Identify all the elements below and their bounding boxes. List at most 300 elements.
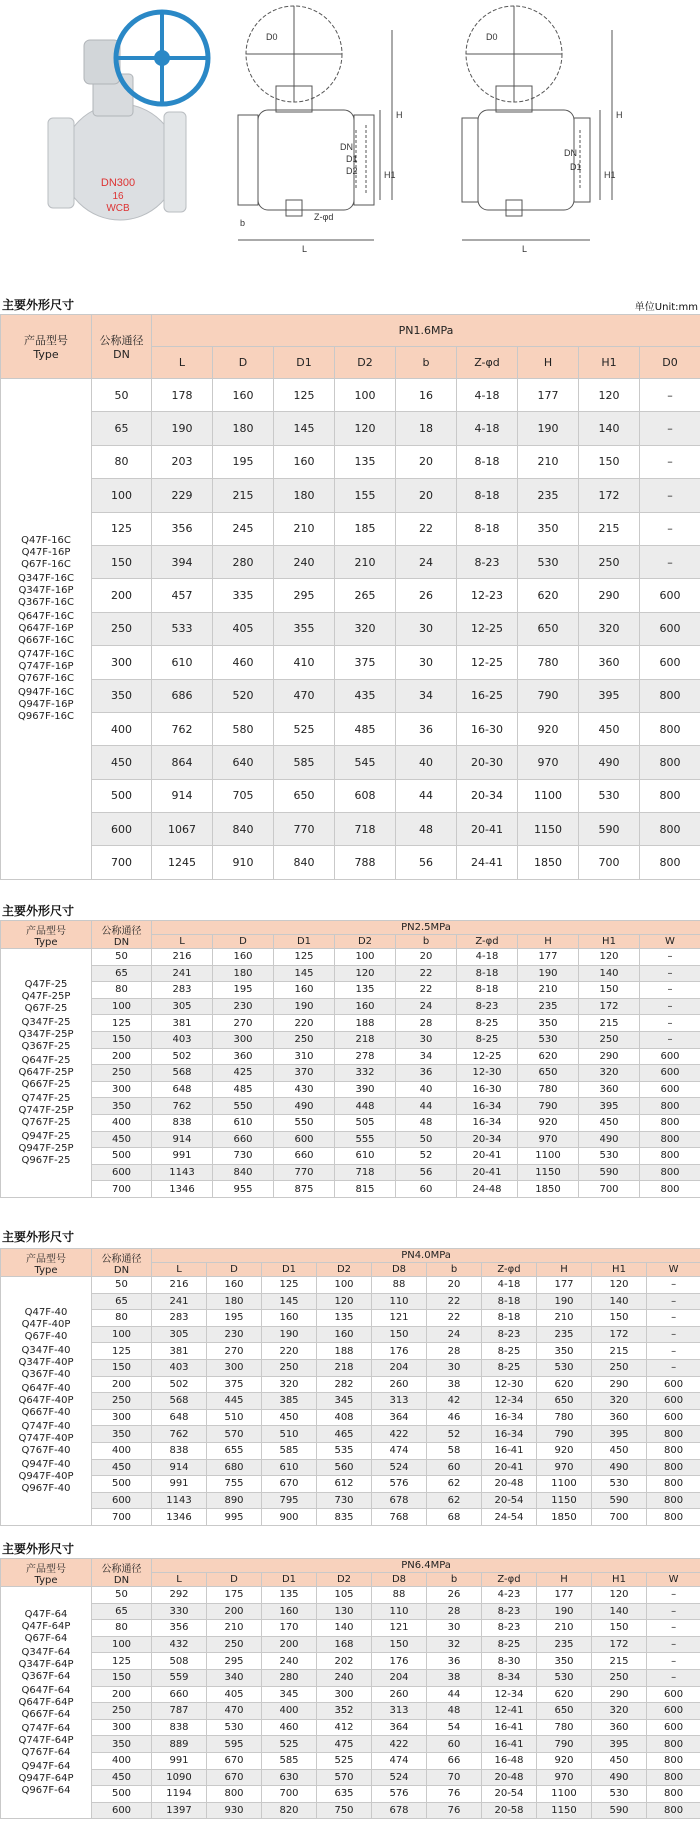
- table-cell: 914: [152, 1459, 207, 1476]
- table-cell: 840: [274, 846, 335, 879]
- table-cell: 235: [518, 998, 579, 1015]
- table-cell: 8-18: [457, 982, 518, 999]
- dn-cell: 300: [92, 1409, 152, 1426]
- table-cell: 1150: [518, 1164, 579, 1181]
- product-model: Q47F-40: [24, 1306, 68, 1318]
- table-cell: 914: [152, 779, 213, 812]
- table-cell: 24: [427, 1326, 482, 1343]
- technical-drawing-2: [462, 6, 612, 240]
- product-model: Q747F-40: [21, 1420, 71, 1432]
- col-header: H: [537, 1573, 592, 1587]
- table-row: [1, 579, 700, 612]
- product-type-group: [1, 1307, 91, 1343]
- table-cell: 585: [262, 1752, 317, 1769]
- table-cell: 600: [640, 1081, 700, 1098]
- product-model: Q367F-40: [21, 1368, 71, 1380]
- table-cell: 140: [592, 1293, 647, 1310]
- product-model: Q947F-64: [21, 1760, 71, 1772]
- table-cell: 600: [647, 1719, 700, 1736]
- col-header: W: [640, 935, 700, 949]
- table-cell: 620: [518, 579, 579, 612]
- table-cell: 20-41: [457, 813, 518, 846]
- table-cell: 62: [427, 1476, 482, 1493]
- table-cell: 700: [262, 1786, 317, 1803]
- section-title-2: 主要外形尺寸: [2, 904, 75, 918]
- table-row: [1, 1769, 700, 1786]
- table-row: [1, 1277, 700, 1294]
- product-model: Q947F-25P: [18, 1142, 74, 1154]
- table-row: [1, 1081, 700, 1098]
- table-cell: 800: [640, 712, 700, 745]
- table-cell: 670: [207, 1752, 262, 1769]
- table-cell: 28: [396, 1015, 457, 1032]
- table-cell: 350: [518, 1015, 579, 1032]
- technical-drawing-1: [238, 6, 392, 240]
- product-type-group: [1, 1609, 91, 1645]
- table-cell: –: [640, 965, 700, 982]
- table-cell: 360: [592, 1719, 647, 1736]
- table-cell: 250: [262, 1359, 317, 1376]
- table-cell: 718: [335, 813, 396, 846]
- header-dn-cn: 公称通径: [101, 925, 142, 937]
- header-type: [1, 1249, 92, 1277]
- table-cell: 150: [579, 982, 640, 999]
- table-cell: 20-48: [482, 1769, 537, 1786]
- table-row: [1, 412, 700, 445]
- table-cell: 920: [537, 1442, 592, 1459]
- table-cell: 18: [396, 412, 457, 445]
- table-cell: 8-18: [482, 1310, 537, 1327]
- table-cell: 1100: [537, 1786, 592, 1803]
- table-cell: 12-41: [482, 1703, 537, 1720]
- table-cell: 530: [537, 1669, 592, 1686]
- table-cell: 408: [317, 1409, 372, 1426]
- table-cell: 787: [152, 1703, 207, 1720]
- table-cell: 910: [213, 846, 274, 879]
- product-type-group: [1, 1131, 91, 1167]
- table-cell: 120: [592, 1277, 647, 1294]
- table-cell: 955: [213, 1181, 274, 1198]
- table-cell: 700: [592, 1509, 647, 1526]
- table-cell: 202: [317, 1653, 372, 1670]
- table-cell: 800: [207, 1786, 262, 1803]
- table-cell: 190: [537, 1603, 592, 1620]
- product-model: Q347F-64P: [18, 1658, 74, 1670]
- col-header: D2: [335, 935, 396, 949]
- table-cell: 630: [262, 1769, 317, 1786]
- table-cell: 502: [152, 1376, 207, 1393]
- table-cell: 1346: [152, 1509, 207, 1526]
- table-cell: 140: [579, 965, 640, 982]
- table-cell: 52: [427, 1426, 482, 1443]
- table-cell: –: [647, 1603, 700, 1620]
- table-cell: 403: [152, 1359, 207, 1376]
- product-model: Q967F-16C: [17, 710, 75, 722]
- table-row: [1, 1620, 700, 1637]
- table-cell: 755: [207, 1476, 262, 1493]
- col-header: Z-φd: [482, 1263, 537, 1277]
- table-cell: 26: [427, 1587, 482, 1604]
- dn-cell: 80: [92, 1620, 152, 1637]
- table-cell: 1100: [518, 779, 579, 812]
- table-cell: 345: [262, 1686, 317, 1703]
- table-cell: 800: [640, 1181, 700, 1198]
- table-cell: 364: [372, 1409, 427, 1426]
- table-row: [1, 998, 700, 1015]
- table-cell: 210: [537, 1310, 592, 1327]
- table-cell: 172: [579, 479, 640, 512]
- table-cell: 240: [262, 1653, 317, 1670]
- table-cell: 395: [592, 1426, 647, 1443]
- table-cell: 160: [213, 379, 274, 412]
- table-row: [1, 1015, 700, 1032]
- dn-cell: 65: [92, 412, 152, 445]
- table-cell: 16-30: [457, 1081, 518, 1098]
- table-cell: –: [647, 1653, 700, 1670]
- product-type-cell: [1, 949, 92, 1198]
- table-cell: 422: [372, 1736, 427, 1753]
- table-cell: 216: [152, 1277, 207, 1294]
- table-cell: 177: [537, 1587, 592, 1604]
- table-cell: 190: [262, 1326, 317, 1343]
- table-row: [1, 1476, 700, 1493]
- table-cell: 780: [537, 1719, 592, 1736]
- table-cell: –: [647, 1669, 700, 1686]
- table-row: [1, 1719, 700, 1736]
- product-type-group: [1, 1345, 91, 1381]
- header-type-en: Type: [34, 1574, 58, 1586]
- table-cell: 48: [427, 1703, 482, 1720]
- table-cell: 235: [537, 1636, 592, 1653]
- table-cell: 16-34: [457, 1098, 518, 1115]
- table-cell: 600: [647, 1686, 700, 1703]
- dn-cell: 400: [92, 712, 152, 745]
- header-dn: [92, 315, 152, 379]
- table-cell: 790: [518, 1098, 579, 1115]
- table-cell: 150: [372, 1636, 427, 1653]
- dn-cell: 100: [92, 1326, 152, 1343]
- product-model: Q667F-40: [21, 1406, 71, 1418]
- table-cell: 88: [372, 1587, 427, 1604]
- table-cell: 200: [207, 1603, 262, 1620]
- table-cell: 250: [592, 1669, 647, 1686]
- dn-cell: 150: [92, 545, 152, 578]
- table-row: [1, 1786, 700, 1803]
- table-cell: 172: [592, 1636, 647, 1653]
- table-cell: 240: [317, 1669, 372, 1686]
- table-cell: 635: [317, 1786, 372, 1803]
- dn-cell: 125: [92, 1343, 152, 1360]
- product-type-group: [1, 1017, 91, 1053]
- col-header: D1: [262, 1263, 317, 1277]
- table-cell: –: [647, 1359, 700, 1376]
- table-cell: 768: [372, 1509, 427, 1526]
- table-cell: 20-34: [457, 779, 518, 812]
- table-cell: 20-34: [457, 1131, 518, 1148]
- table-cell: 320: [579, 612, 640, 645]
- table-cell: 16-41: [482, 1442, 537, 1459]
- table-cell: 1150: [537, 1492, 592, 1509]
- table-cell: 12-34: [482, 1393, 537, 1410]
- dn-cell: 300: [92, 1719, 152, 1736]
- col-header: b: [396, 935, 457, 949]
- col-header: L: [152, 1263, 207, 1277]
- table-cell: 58: [427, 1442, 482, 1459]
- table-cell: 110: [372, 1603, 427, 1620]
- table-cell: 16-41: [482, 1719, 537, 1736]
- table-cell: 585: [274, 746, 335, 779]
- table-cell: 125: [274, 379, 335, 412]
- dn-cell: 600: [92, 1164, 152, 1181]
- table-cell: 1143: [152, 1492, 207, 1509]
- table-cell: 412: [317, 1719, 372, 1736]
- col-header: D2: [317, 1263, 372, 1277]
- table-cell: 8-18: [482, 1293, 537, 1310]
- table-cell: 800: [640, 779, 700, 812]
- table-cell: 28: [427, 1343, 482, 1360]
- table-cell: 12-23: [457, 579, 518, 612]
- header-dn-cn: 公称通径: [101, 1253, 142, 1265]
- col-header: D: [207, 1263, 262, 1277]
- product-model: Q67F-16C: [21, 558, 71, 570]
- drawing1-label-zd: Z-φd: [314, 212, 334, 222]
- product-model: Q47F-40P: [21, 1318, 71, 1330]
- table-cell: 241: [152, 965, 213, 982]
- table-cell: 28: [427, 1603, 482, 1620]
- table-cell: 88: [372, 1277, 427, 1294]
- table-cell: 66: [427, 1752, 482, 1769]
- drawing1-label-dn: DN: [340, 142, 353, 152]
- table-cell: 175: [207, 1587, 262, 1604]
- table-cell: 470: [207, 1703, 262, 1720]
- table-cell: 22: [396, 965, 457, 982]
- unit-label: 单位Unit:mm: [634, 302, 698, 313]
- table-cell: 8-25: [482, 1359, 537, 1376]
- product-model: Q747F-16P: [18, 660, 74, 672]
- table-cell: 762: [152, 712, 213, 745]
- table-cell: 835: [317, 1509, 372, 1526]
- valve-photo: [48, 12, 208, 220]
- drawing2-label-dn: DN: [564, 148, 577, 158]
- table-row: [1, 1703, 700, 1720]
- table-cell: 530: [518, 545, 579, 578]
- table-cell: –: [640, 412, 700, 445]
- table-cell: 1067: [152, 813, 213, 846]
- table-row: [1, 545, 700, 578]
- dn-cell: 500: [92, 1476, 152, 1493]
- dn-cell: 125: [92, 1653, 152, 1670]
- table-cell: 762: [152, 1426, 207, 1443]
- table-cell: 24: [396, 998, 457, 1015]
- table-cell: 474: [372, 1442, 427, 1459]
- table-cell: 535: [317, 1442, 372, 1459]
- table-cell: 600: [647, 1376, 700, 1393]
- table-cell: 140: [592, 1603, 647, 1620]
- table-cell: 215: [213, 479, 274, 512]
- drawing1-label-l: L: [302, 244, 308, 254]
- table-cell: 991: [152, 1476, 207, 1493]
- table-cell: 260: [372, 1376, 427, 1393]
- product-model: Q747F-25: [21, 1092, 71, 1104]
- table-cell: 718: [335, 1164, 396, 1181]
- table-cell: 22: [396, 512, 457, 545]
- col-header: H: [518, 935, 579, 949]
- table-cell: 220: [274, 1015, 335, 1032]
- header-type-cn: 产品型号: [26, 925, 66, 937]
- table-cell: 970: [518, 1131, 579, 1148]
- product-model: Q47F-64P: [21, 1620, 71, 1632]
- table-cell: 914: [152, 1131, 213, 1148]
- table-cell: 889: [152, 1736, 207, 1753]
- dn-cell: 65: [92, 965, 152, 982]
- table-cell: 648: [152, 1409, 207, 1426]
- table-row: [1, 1114, 700, 1131]
- table-row: [1, 949, 700, 966]
- table-row: [1, 1736, 700, 1753]
- dn-cell: 400: [92, 1752, 152, 1769]
- col-header: L: [152, 935, 213, 949]
- table-cell: 313: [372, 1703, 427, 1720]
- table-cell: 140: [579, 412, 640, 445]
- table-cell: 44: [396, 1098, 457, 1115]
- table-cell: –: [647, 1293, 700, 1310]
- table-cell: 4-18: [457, 379, 518, 412]
- table-cell: 8-23: [482, 1326, 537, 1343]
- table-cell: 30: [427, 1359, 482, 1376]
- table-cell: –: [640, 479, 700, 512]
- product-model: Q347F-64: [21, 1646, 71, 1658]
- product-model: Q747F-25P: [18, 1104, 74, 1116]
- table-cell: 44: [396, 779, 457, 812]
- header-type: [1, 1559, 92, 1587]
- table-cell: 435: [335, 679, 396, 712]
- table-cell: 450: [262, 1409, 317, 1426]
- table-cell: 235: [537, 1326, 592, 1343]
- table-cell: 490: [592, 1459, 647, 1476]
- table-cell: 172: [579, 998, 640, 1015]
- table-cell: 16-34: [482, 1409, 537, 1426]
- table-cell: 394: [152, 545, 213, 578]
- table-cell: 100: [335, 949, 396, 966]
- table-cell: 655: [207, 1442, 262, 1459]
- table-cell: 60: [427, 1736, 482, 1753]
- table-row: [1, 1669, 700, 1686]
- table-cell: 120: [335, 965, 396, 982]
- table-cell: 16-30: [457, 712, 518, 745]
- table-cell: –: [647, 1587, 700, 1604]
- col-header: H: [518, 347, 579, 379]
- table-cell: –: [640, 379, 700, 412]
- table-cell: 177: [537, 1277, 592, 1294]
- table-cell: 12-25: [457, 1048, 518, 1065]
- table-cell: 430: [274, 1081, 335, 1098]
- product-type-cell: [1, 379, 92, 880]
- table-cell: 612: [317, 1476, 372, 1493]
- table-cell: 68: [427, 1509, 482, 1526]
- table-cell: 38: [427, 1376, 482, 1393]
- table-cell: 215: [592, 1653, 647, 1670]
- table-cell: 295: [274, 579, 335, 612]
- product-model: Q347F-16C: [17, 572, 75, 584]
- product-type-group: [1, 611, 91, 647]
- table-cell: 524: [372, 1769, 427, 1786]
- table-cell: 425: [213, 1065, 274, 1082]
- table-cell: 30: [396, 612, 457, 645]
- table-cell: 530: [207, 1719, 262, 1736]
- table-cell: 800: [647, 1476, 700, 1493]
- table-cell: 46: [427, 1409, 482, 1426]
- table-cell: 590: [592, 1492, 647, 1509]
- table-cell: 545: [335, 746, 396, 779]
- table-cell: 800: [640, 1114, 700, 1131]
- table-cell: 203: [152, 445, 213, 478]
- header-dn-cn: 公称通径: [101, 1563, 142, 1575]
- table-cell: 265: [335, 579, 396, 612]
- table-cell: 60: [396, 1181, 457, 1198]
- col-header: Z-φd: [457, 347, 518, 379]
- table-cell: 1100: [518, 1148, 579, 1165]
- table-cell: 22: [427, 1310, 482, 1327]
- dn-cell: 450: [92, 1131, 152, 1148]
- dn-cell: 200: [92, 579, 152, 612]
- table-cell: 470: [274, 679, 335, 712]
- table-cell: 410: [274, 646, 335, 679]
- table-cell: 280: [262, 1669, 317, 1686]
- table-cell: 525: [317, 1752, 372, 1769]
- table-cell: 533: [152, 612, 213, 645]
- table-cell: 1346: [152, 1181, 213, 1198]
- table-cell: 920: [537, 1752, 592, 1769]
- table-cell: 16-34: [482, 1426, 537, 1443]
- table-cell: 800: [640, 1098, 700, 1115]
- table-cell: 190: [518, 965, 579, 982]
- product-model: Q747F-64: [21, 1722, 71, 1734]
- table-cell: 762: [152, 1098, 213, 1115]
- table-cell: 195: [213, 445, 274, 478]
- table-row: [1, 1376, 700, 1393]
- product-model: Q947F-64P: [18, 1772, 74, 1784]
- header-type-en: Type: [34, 936, 58, 948]
- table-cell: 290: [592, 1686, 647, 1703]
- table-cell: –: [647, 1277, 700, 1294]
- table-cell: 235: [518, 479, 579, 512]
- col-header: H1: [592, 1263, 647, 1277]
- photo-mark-pn: 16: [112, 191, 124, 202]
- table-cell: 177: [518, 379, 579, 412]
- table-cell: 12-25: [457, 646, 518, 679]
- spec-table-pn16: [0, 314, 700, 880]
- product-model: Q767F-64: [21, 1746, 71, 1758]
- table-cell: 160: [262, 1310, 317, 1327]
- table-cell: 970: [537, 1459, 592, 1476]
- table-cell: 590: [579, 1164, 640, 1181]
- table-cell: 305: [152, 998, 213, 1015]
- table-cell: 24-54: [482, 1509, 537, 1526]
- table-cell: 700: [579, 846, 640, 879]
- header-dn: [92, 1559, 152, 1587]
- table-cell: –: [640, 998, 700, 1015]
- drawing2-label-d1: D1: [570, 162, 582, 172]
- table-cell: 559: [152, 1669, 207, 1686]
- table-cell: 48: [396, 1114, 457, 1131]
- dn-cell: 350: [92, 1736, 152, 1753]
- table-cell: 770: [274, 1164, 335, 1181]
- table-cell: 838: [152, 1114, 213, 1131]
- table-cell: 215: [579, 512, 640, 545]
- dn-cell: 700: [92, 1181, 152, 1198]
- table-cell: 450: [592, 1752, 647, 1769]
- table-cell: 110: [372, 1293, 427, 1310]
